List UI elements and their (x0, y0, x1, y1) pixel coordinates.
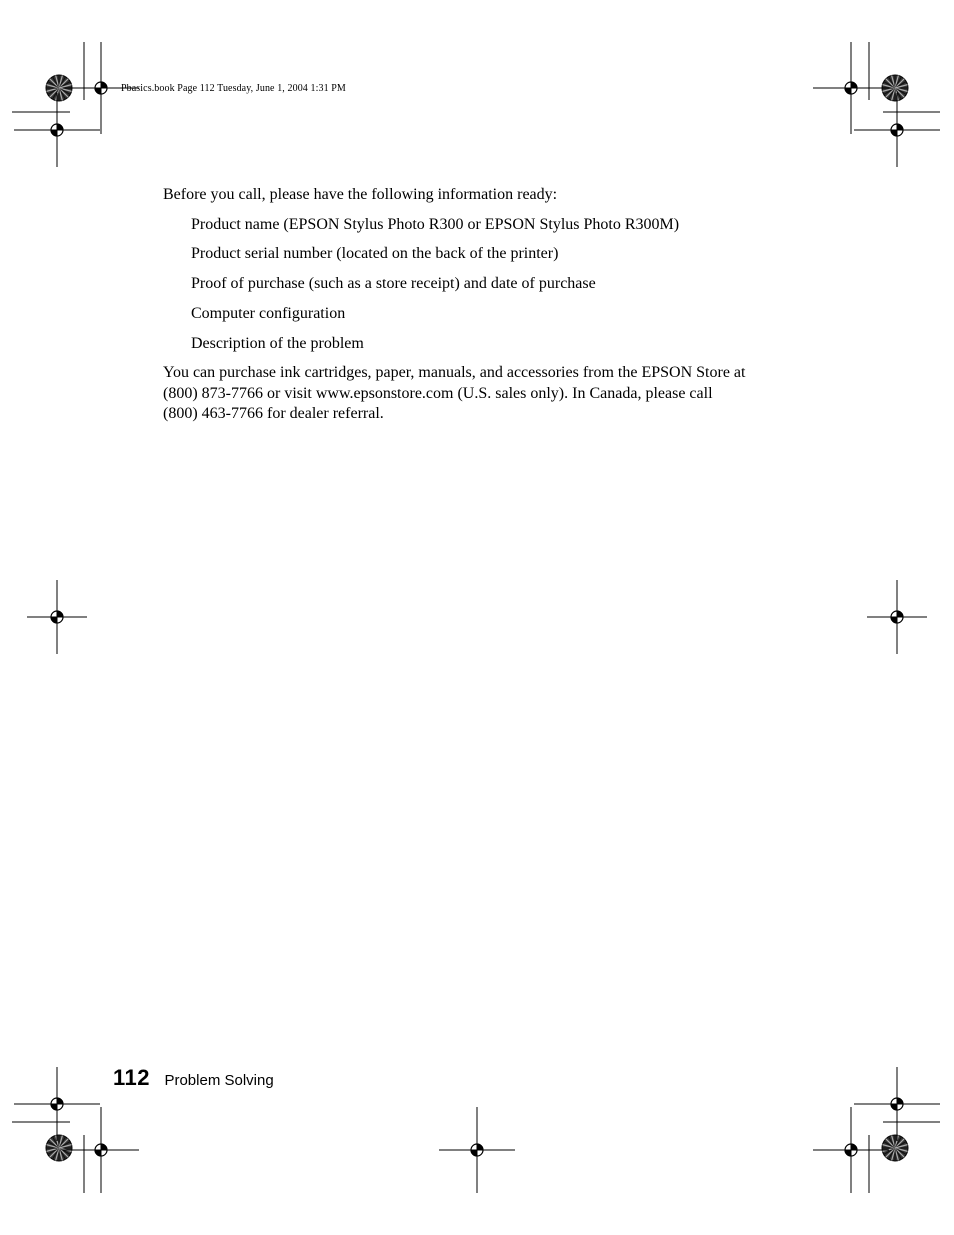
print-slug: Pbasics.book Page 112 Tuesday, June 1, 2004 1:31 PM (121, 83, 346, 94)
registration-mark (51, 124, 63, 136)
registration-mark (845, 1144, 857, 1156)
section-name: Problem Solving (164, 1072, 274, 1089)
purchase-note (163, 363, 783, 425)
registration-mark (95, 82, 107, 94)
intro-paragraph: Before you call, please have the following information ready: (163, 186, 558, 203)
registration-mark (51, 611, 63, 623)
note-line: (800) 463-7766 for dealer referral. (163, 405, 384, 423)
registration-mark (891, 124, 903, 136)
registration-mark (51, 1098, 63, 1110)
list-item: Product name (EPSON Stylus Photo R300 or EPSON Stylus Photo R300M) (191, 215, 680, 233)
page-footer (113, 1065, 274, 1091)
registration-mark (891, 1098, 903, 1110)
registration-mark (95, 1144, 107, 1156)
list-item: Computer configuration (191, 304, 346, 322)
page-number: 112 (113, 1065, 150, 1090)
list-item: Proof of purchase (such as a store receipt) and date of purchase (191, 275, 596, 293)
registration-mark (891, 611, 903, 623)
color-target (882, 1135, 908, 1161)
info-list (163, 215, 783, 355)
registration-mark (471, 1144, 483, 1156)
body-content (163, 185, 783, 425)
list-item: Description of the problem (191, 334, 364, 352)
note-line: (800) 873-7766 or visit www.epsonstore.com (U.S. sales only). In Canada, please call (163, 384, 713, 402)
list-item: Product serial number (located on the back of the printer) (191, 245, 559, 263)
registration-mark (845, 82, 857, 94)
color-target (46, 1135, 72, 1161)
note-line: You can purchase ink cartridges, paper, manuals, and accessories from the EPSON Store at (163, 364, 746, 382)
